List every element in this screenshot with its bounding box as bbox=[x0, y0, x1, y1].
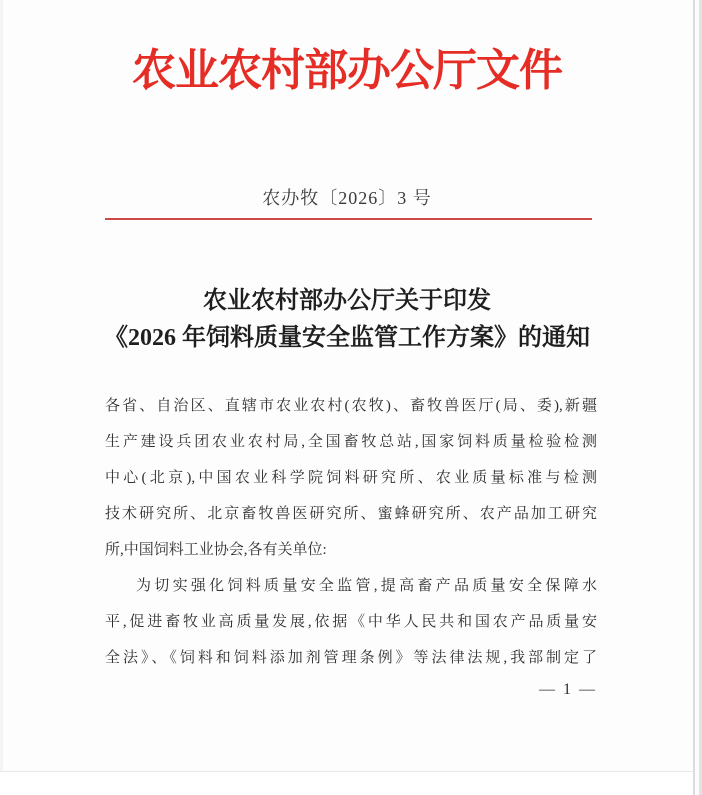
document-body bbox=[105, 388, 597, 676]
body-line-5: 所,中国饲料工业协会,各有关单位: bbox=[105, 542, 327, 558]
red-divider-line bbox=[105, 218, 592, 220]
body-line-7: 平,促进畜牧业高质量发展,依据《中华人民共和国农产品质量安 bbox=[105, 614, 597, 630]
body-line-6: 为切实强化饲料质量安全监管,提高畜产品质量安全保障水 bbox=[136, 578, 597, 594]
document-title-line1: 农业农村部办公厅关于印发 bbox=[203, 288, 491, 314]
letterhead-title: 农业农村部办公厅文件 bbox=[132, 46, 562, 95]
document-title-line2: 《2026 年饲料质量安全监管工作方案》的通知 bbox=[104, 325, 590, 351]
body-line-3: 中心(北京),中国农业科学院饲料研究所、农业质量标准与检测 bbox=[105, 470, 597, 486]
body-line-4: 技术研究所、北京畜牧兽医研究所、蜜蜂研究所、农产品加工研究 bbox=[105, 506, 597, 522]
document-title bbox=[0, 283, 694, 357]
body-line-8: 全法》、《饲料和饲料添加剂管理条例》等法律法规,我部制定了 bbox=[105, 650, 597, 666]
scan-edge-right-line bbox=[693, 0, 695, 795]
scan-edge-bottom-area bbox=[0, 772, 693, 795]
document-number: 农办牧〔2026〕3 号 bbox=[262, 188, 432, 208]
scan-edge-left bbox=[0, 0, 3, 795]
body-line-2: 生产建设兵团农业农村局,全国畜牧总站,国家饲料质量检验检测 bbox=[105, 434, 597, 450]
page-number: — 1 — bbox=[539, 681, 597, 698]
body-line-1: 各省、自治区、直辖市农业农村(农牧)、畜牧兽医厅(局、委),新疆 bbox=[105, 398, 597, 414]
